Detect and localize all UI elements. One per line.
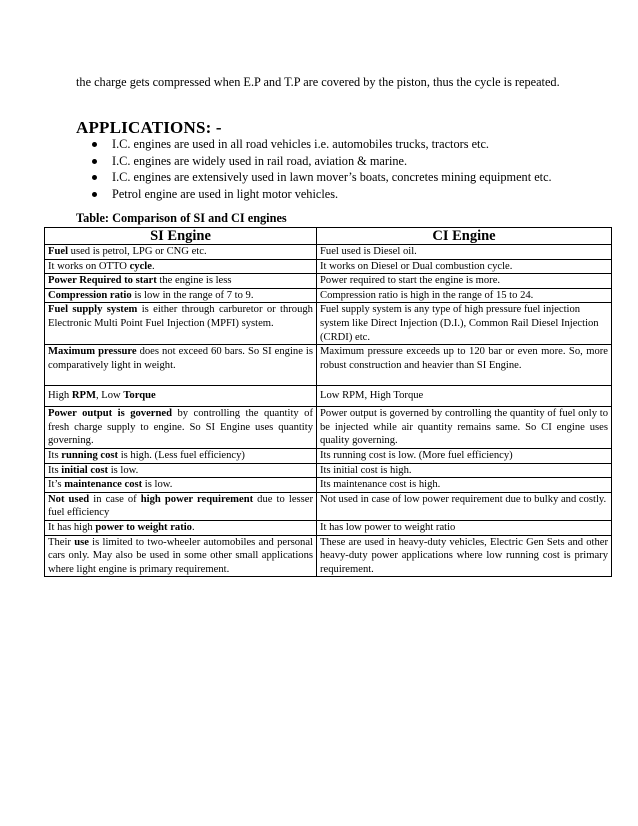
bullet-icon [92,175,97,180]
table-row [45,463,612,478]
ci-cell: Power required to start the engine is more. [317,274,612,289]
list-item-text: Petrol engine are used in light motor vehicles. [112,186,339,201]
si-cell: Fuel supply system is either through carburetor or through Electronic Multi Point Fuel Injection (MPFI) system. [45,303,317,345]
table-row [45,520,612,535]
si-cell: Their use is limited to two-wheeler automobiles and personal cars only. May also be used in some other small applications where light engine is primary requirement. [45,535,317,577]
si-cell: Fuel used is petrol, LPG or CNG etc. [45,245,317,260]
bold-term: initial cost [61,464,109,476]
table-row [45,345,612,386]
si-cell: Not used in case of high power requirement due to lesser fuel efficiency [45,492,317,520]
bullet-icon [92,142,97,147]
si-engine-header: SI Engine [45,228,317,245]
table-row [45,492,612,520]
bold-term: Fuel [48,246,69,257]
table-row [45,407,612,449]
table-caption: Table: Comparison of SI and CI engines [76,211,287,225]
bold-term: Compression ratio [48,289,132,301]
ci-cell: Fuel supply system is any type of high pressure fuel injection system like Direct Injection (D.I.), Common Rail Diesel Injection (CRDI) etc. [317,303,612,345]
ci-engine-header: CI Engine [317,228,612,245]
table-row [45,386,612,407]
bullet-icon [92,159,97,164]
table-row [45,274,612,289]
list-item-text: I.C. engines are used in all road vehicles i.e. automobiles trucks, tractors etc. [112,137,489,151]
si-cell: It works on OTTO cycle. [45,259,317,274]
bold-term: Torque [123,390,156,402]
bold-term: Maximum pressure [48,346,137,358]
si-cell: Power Required to start the engine is less [45,274,317,289]
bold-term: power to weight ratio [95,521,192,533]
si-cell: Its running cost is high. (Less fuel efficiency) [45,448,317,463]
ci-cell: Not used in case of low power requirement due to bulky and costly. [317,492,612,520]
bold-term: high power requirement [140,493,254,505]
bold-term: cycle [129,260,152,272]
ci-cell: Maximum pressure exceeds up to 120 bar or even more. So, more robust construction and heavier than SI Engine. [317,345,612,386]
ci-cell: Its initial cost is high. [317,463,612,478]
si-cell: It has high power to weight ratio. [45,520,317,535]
comparison-table [44,227,612,577]
table-row [45,448,612,463]
ci-cell: Its maintenance cost is high. [317,478,612,493]
table-header-row [45,228,612,245]
applications-list [92,136,592,202]
list-item [92,153,592,170]
si-cell: High RPM, Low Torque [45,386,317,407]
intro-paragraph: the charge gets compressed when E.P and T.P are covered by the piston, thus the cycle is repeated. [76,75,560,89]
ci-cell: It has low power to weight ratio [317,520,612,535]
ci-cell: These are used in heavy-duty vehicles, Electric Gen Sets and other heavy-duty power applications where low running cost is primary requirement. [317,535,612,577]
table-row [45,478,612,493]
table-row [45,245,612,260]
ci-cell: It works on Diesel or Dual combustion cycle. [317,259,612,274]
list-item [92,136,592,153]
si-cell: Its initial cost is low. [45,463,317,478]
list-item-text: I.C. engines are widely used in rail road, aviation & marine. [112,153,408,168]
applications-heading: APPLICATIONS: - [76,118,222,137]
table-row [45,303,612,345]
table-row [45,535,612,577]
bold-term: running cost [61,449,119,461]
list-item-text: I.C. engines are extensively used in lawn mover’s boats, concretes mining equipment etc. [112,170,552,184]
table-row [45,288,612,303]
list-item [92,186,592,203]
bold-term: RPM [71,390,96,402]
si-cell: Compression ratio is low in the range of 7 to 9. [45,288,317,303]
bold-term: use [74,536,89,548]
si-cell: It’s maintenance cost is low. [45,478,317,493]
bold-term: Power Required to start [48,275,157,287]
table-body [45,245,612,577]
ci-cell: Low RPM, High Torque [317,386,612,407]
bold-term: Fuel supply system [48,304,138,316]
bold-term: maintenance cost [64,479,143,491]
bold-term: Power output is governed [48,408,172,420]
ci-cell: Its running cost is low. (More fuel efficiency) [317,448,612,463]
bold-term: Not used [48,493,90,505]
si-cell: Maximum pressure does not exceed 60 bars. So SI engine is comparatively light in weight. [45,345,317,386]
ci-cell: Fuel used is Diesel oil. [317,245,612,260]
ci-cell: Compression ratio is high in the range of 15 to 24. [317,288,612,303]
table-row [45,259,612,274]
ci-cell: Power output is governed by controlling the quantity of fuel only to be injected while air quantity remains same. So CI engine uses quality governing. [317,407,612,449]
bullet-icon [92,192,97,197]
list-item [92,169,592,186]
si-cell: Power output is governed by controlling the quantity of fresh charge supply to engine. So SI Engine uses quantity governing. [45,407,317,449]
